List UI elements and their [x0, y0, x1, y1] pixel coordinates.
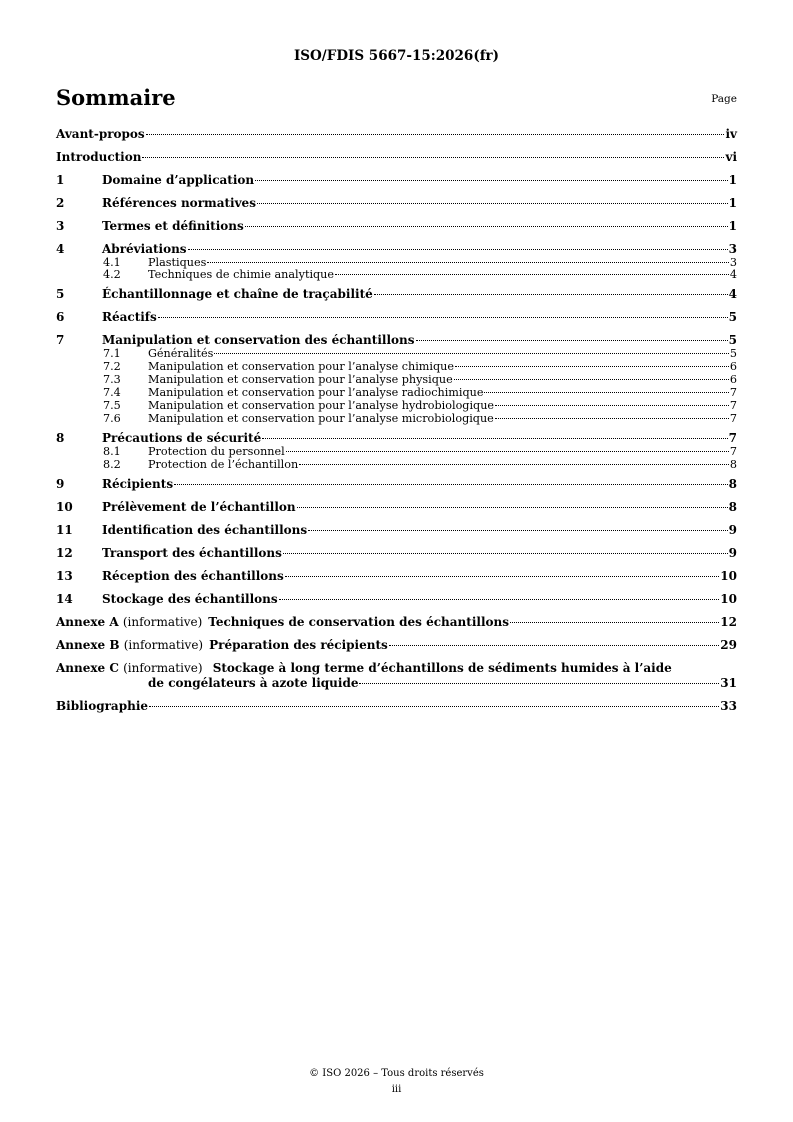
dot-leader [335, 274, 729, 275]
page-number: iii [391, 1084, 402, 1095]
toc-entry-page: 9 [728, 523, 737, 537]
dot-leader [207, 262, 729, 263]
toc-entry-14[interactable] [56, 592, 737, 607]
dot-leader [308, 530, 728, 531]
annex-title-line1: Stockage à long terme d’échantillons de sédiments humides à l’aide [212, 661, 672, 675]
dot-leader [455, 366, 729, 367]
dot-leader [297, 507, 728, 508]
toc-subentry-8-1[interactable] [56, 446, 737, 458]
dot-leader [188, 249, 728, 250]
toc-entry-label: Avant-propos [56, 127, 145, 141]
dot-leader [257, 203, 728, 204]
toc-entry-number: 9 [56, 477, 65, 491]
annex-name: Annexe C [56, 661, 119, 675]
annex-title: Préparation des récipients [209, 638, 388, 652]
toc-subentry-label: Manipulation et conservation pour l’analyse physique [148, 373, 453, 386]
dot-leader [495, 405, 729, 406]
toc-entry-page: 8 [728, 500, 737, 514]
toc-entry-number: 8 [56, 431, 65, 445]
toc-subentry-page: 7 [729, 412, 737, 425]
toc-entry-page: 10 [720, 569, 737, 583]
dot-leader [299, 464, 729, 465]
toc-entry-label: Prélèvement de l’échantillon [102, 500, 296, 514]
toc-entry-label: Manipulation et conservation des échantillons [102, 333, 415, 347]
toc-entry-page: 31 [720, 676, 737, 690]
page-column-label: Page [711, 93, 737, 105]
dot-leader [158, 317, 728, 318]
document-identifier: ISO/FDIS 5667-15:2026(fr) [293, 48, 500, 64]
toc-subentry-number: 7.4 [103, 386, 121, 399]
annex-name: Annexe A [56, 615, 119, 629]
toc-subentry-label: Manipulation et conservation pour l’analyse hydrobiologique [148, 399, 495, 412]
annex-title-line2: de congélateurs à azote liquide [148, 676, 359, 690]
toc-entry-annex-a[interactable] [56, 615, 737, 630]
toc-subentry-7-6[interactable] [56, 413, 737, 425]
toc-subentry-label: Plastiques [148, 256, 207, 269]
toc-subentry-7-4[interactable] [56, 387, 737, 399]
toc-subentry-number: 7.3 [103, 373, 121, 386]
toc-subentry-label: Manipulation et conservation pour l’analyse radiochimique [148, 386, 484, 399]
toc-entry-number: 4 [56, 242, 65, 256]
toc-subentry-label: Généralités [148, 347, 214, 360]
toc-entry-8[interactable] [56, 431, 737, 446]
toc-entry-3[interactable] [56, 219, 737, 234]
dot-leader [283, 553, 728, 554]
toc-entry-label: Transport des échantillons [102, 546, 282, 560]
toc-subentry-number: 8.1 [103, 445, 121, 458]
toc-entry-number: 12 [56, 546, 73, 560]
dot-leader [374, 294, 728, 295]
toc-entry-page: 12 [720, 615, 737, 629]
toc-entry-label: Domaine d’application [102, 173, 255, 187]
dot-leader [286, 451, 729, 452]
toc-entry-label: Récipients [102, 477, 174, 491]
annex-type: (informative) [123, 661, 203, 675]
dot-leader [262, 438, 727, 439]
toc-subentry-label: Manipulation et conservation pour l’analyse chimique [148, 360, 454, 373]
toc-subentry-4-2[interactable] [56, 269, 737, 281]
dot-leader [510, 622, 719, 623]
toc-subentry-page: 6 [729, 360, 737, 373]
toc-subentry-page: 7 [729, 445, 737, 458]
toc-subentry-number: 8.2 [103, 458, 121, 471]
toc-entry-12[interactable] [56, 546, 737, 561]
toc-entry-label: Précautions de sécurité [102, 431, 262, 445]
toc-entry-page: 1 [728, 173, 737, 187]
toc-subentry-8-2[interactable] [56, 459, 737, 471]
page-footer [0, 1066, 793, 1098]
dot-leader [484, 392, 728, 393]
toc-entry-2[interactable] [56, 196, 737, 211]
toc-entry-page: 5 [728, 333, 737, 347]
dot-leader [142, 157, 724, 158]
toc-entry-11[interactable] [56, 523, 737, 538]
toc-entry-page: vi [725, 150, 737, 164]
toc-entry-label: Références normatives [102, 196, 256, 210]
toc-entry-page: 3 [728, 242, 737, 256]
copyright-notice: © ISO 2026 – Tous droits réservés [309, 1068, 484, 1079]
dot-leader [279, 599, 720, 600]
toc-entry-10[interactable] [56, 500, 737, 515]
toc-entry-number: 1 [56, 173, 65, 187]
toc-entry-number: 2 [56, 196, 65, 210]
toc-subentry-label: Protection de l’échantillon [148, 458, 299, 471]
toc-entry-label: Termes et définitions [102, 219, 244, 233]
toc-entry-page: 1 [728, 219, 737, 233]
dot-leader [495, 418, 729, 419]
toc-entry-page: 5 [728, 310, 737, 324]
dot-leader [146, 134, 725, 135]
annex-name: Annexe B [56, 638, 120, 652]
toc-entry-number: 14 [56, 592, 73, 606]
toc-entry-number: 6 [56, 310, 65, 324]
toc-subentry-page: 7 [729, 399, 737, 412]
annex-c-second-line [56, 676, 737, 691]
toc-entry-number: 5 [56, 287, 65, 301]
dot-leader [245, 226, 728, 227]
toc-entry-number: 7 [56, 333, 65, 347]
dot-leader [174, 484, 728, 485]
dot-leader [149, 706, 719, 707]
toc-subentry-number: 7.2 [103, 360, 121, 373]
toc-entry-foreword[interactable] [56, 127, 737, 142]
toc-entry-number: 3 [56, 219, 65, 233]
toc-subentry-number: 7.1 [103, 347, 121, 360]
toc-entry-label: Réception des échantillons [102, 569, 284, 583]
dot-leader [454, 379, 729, 380]
page-title: Sommaire [56, 85, 176, 110]
toc-entry-page: 29 [720, 638, 737, 652]
toc-subentry-number: 4.2 [103, 268, 121, 281]
toc-subentry-page: 8 [729, 458, 737, 471]
toc-entry-bibliography[interactable] [56, 699, 737, 714]
annex-title: Techniques de conservation des échantillons [208, 615, 509, 629]
toc-subentry-page: 5 [729, 347, 737, 360]
toc-subentry-number: 7.6 [103, 412, 121, 425]
toc-subentry-label: Manipulation et conservation pour l’analyse microbiologique [148, 412, 494, 425]
toc-subentry-7-2[interactable] [56, 361, 737, 373]
annex-c-first-line [56, 661, 737, 676]
dot-leader [389, 645, 720, 646]
toc-subentry-page: 3 [729, 256, 737, 269]
toc-entry-9[interactable] [56, 477, 737, 492]
toc-subentry-label: Techniques de chimie analytique [148, 268, 335, 281]
toc-entry-page: 10 [720, 592, 737, 606]
toc-entry-page: 7 [728, 431, 737, 445]
toc-subentry-page: 4 [729, 268, 737, 281]
toc-entry-page: 33 [720, 699, 737, 713]
toc-subentry-7-5[interactable] [56, 400, 737, 412]
toc-entry-6[interactable] [56, 310, 737, 325]
toc-entry-page: 1 [728, 196, 737, 210]
dot-leader [285, 576, 720, 577]
toc-entry-label: Introduction [56, 150, 142, 164]
toc-entry-page: 4 [728, 287, 737, 301]
dot-leader [416, 340, 728, 341]
toc-subentry-7-3[interactable] [56, 374, 737, 386]
toc-subentry-label: Protection du personnel [148, 445, 285, 458]
toc-entry-annex-c[interactable] [56, 661, 737, 691]
toc-entry-label: Stockage des échantillons [102, 592, 278, 606]
toc-subentry-number: 4.1 [103, 256, 121, 269]
toc-entry-7[interactable] [56, 333, 737, 348]
toc-subentry-page: 7 [729, 386, 737, 399]
toc-entry-1[interactable] [56, 173, 737, 188]
dot-leader [359, 683, 719, 684]
toc-entry-introduction[interactable] [56, 150, 737, 165]
toc-entry-5[interactable] [56, 287, 737, 302]
annex-type: (informative) [123, 638, 204, 652]
annex-type: (informative) [122, 615, 203, 629]
toc-entry-number: 11 [56, 523, 73, 537]
toc-entry-13[interactable] [56, 569, 737, 584]
toc-entry-annex-b[interactable] [56, 638, 737, 653]
toc-subentry-page: 6 [729, 373, 737, 386]
toc-entry-page: iv [725, 127, 737, 141]
dot-leader [214, 353, 728, 354]
toc-entry-page: 9 [728, 546, 737, 560]
toc-entry-number: 13 [56, 569, 73, 583]
toc-entry-number: 10 [56, 500, 73, 514]
toc-entry-label: Identification des échantillons [102, 523, 308, 537]
toc-entry-label: Abréviations [102, 242, 187, 256]
toc-entry-label: Bibliographie [56, 699, 149, 713]
toc-entry-label: Échantillonnage et chaîne de traçabilité [102, 287, 373, 301]
toc-entry-4[interactable] [56, 242, 737, 257]
toc-subentry-number: 7.5 [103, 399, 121, 412]
toc-entry-page: 8 [728, 477, 737, 491]
toc-entry-label: Réactifs [102, 310, 157, 324]
dot-leader [255, 180, 728, 181]
toc-subentry-7-1[interactable] [56, 348, 737, 360]
table-of-contents [56, 127, 737, 714]
